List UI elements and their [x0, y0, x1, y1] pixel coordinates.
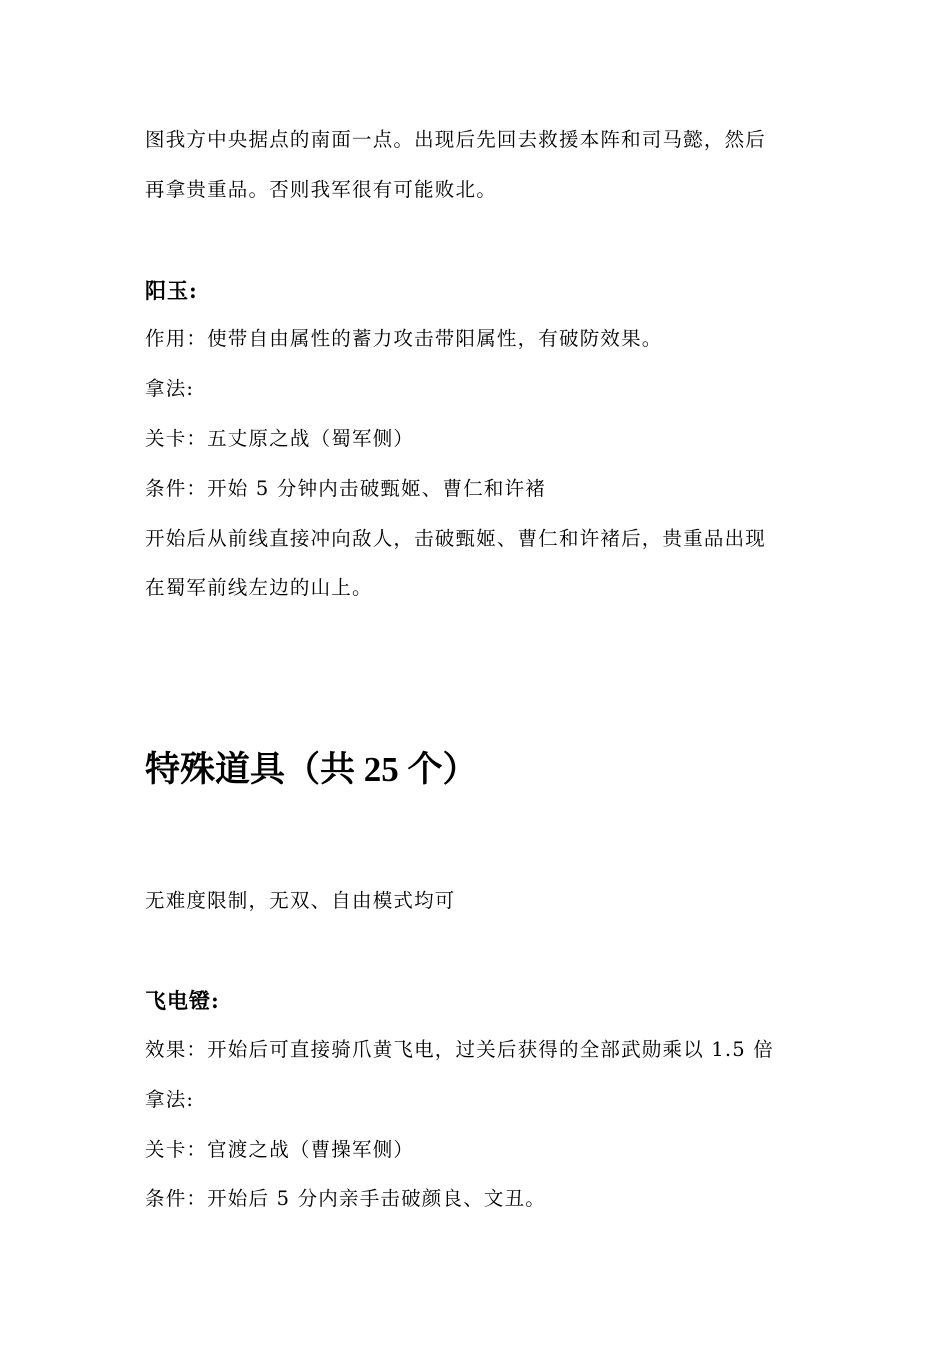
yangyu-heading: 阳玉: — [145, 278, 198, 303]
special-note: 无难度限制，无双、自由模式均可 — [145, 889, 456, 912]
feidiandeng-heading: 飞电镫: — [145, 988, 220, 1013]
intro-line-2: 再拿贵重品。否则我军很有可能败北。 — [145, 178, 497, 201]
intro-line-1: 图我方中央据点的南面一点。出现后先回去救援本阵和司马懿，然后 — [145, 128, 767, 151]
feidiandeng-condition: 条件：开始后 5 分内亲手击破颜良、文丑。 — [145, 1187, 547, 1210]
yangyu-howto: 拿法: — [145, 377, 195, 400]
yangyu-detail-1: 开始后从前线直接冲向敌人，击破甄姬、曹仁和许褚后，贵重品出现 — [145, 527, 767, 550]
feidiandeng-howto: 拿法: — [145, 1088, 195, 1111]
yangyu-stage: 关卡：五丈原之战（蜀军侧） — [145, 427, 415, 450]
feidiandeng-effect: 效果：开始后可直接骑爪黄飞电，过关后获得的全部武勋乘以 1.5 倍 — [145, 1038, 775, 1061]
yangyu-condition: 条件：开始 5 分钟内击破甄姬、曹仁和许褚 — [145, 477, 547, 500]
feidiandeng-stage: 关卡：官渡之战（曹操军侧） — [145, 1138, 415, 1161]
section-title: 特殊道具（共 25 个） — [145, 750, 478, 789]
yangyu-effect: 作用：使带自由属性的蓄力攻击带阳属性，有破防效果。 — [145, 327, 663, 350]
yangyu-detail-2: 在蜀军前线左边的山上。 — [145, 576, 373, 599]
